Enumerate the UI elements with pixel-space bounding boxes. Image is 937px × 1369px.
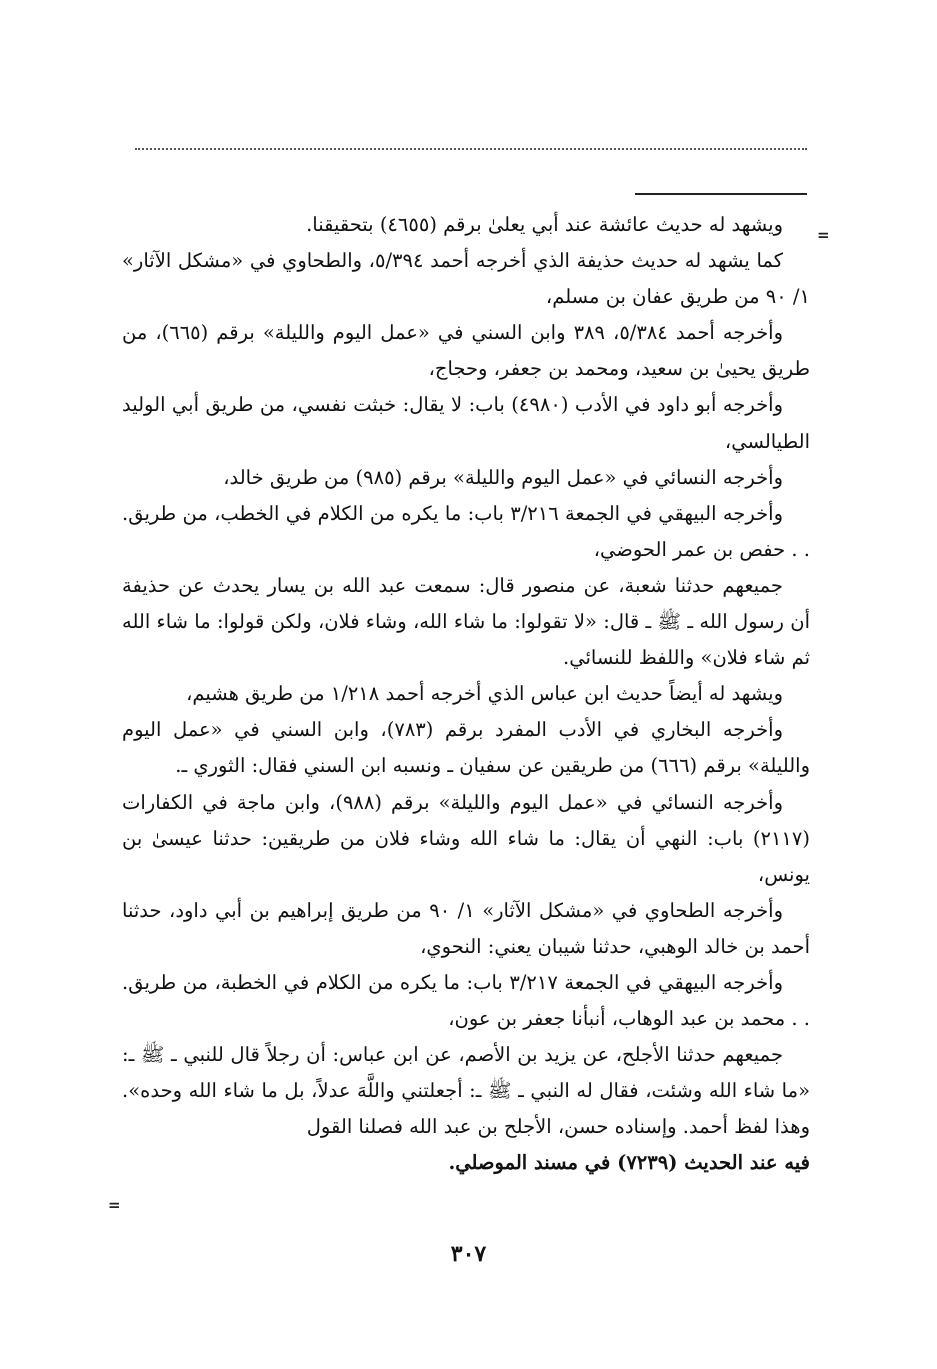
continuation-marker-bottom: =: [108, 1196, 121, 1214]
continuation-marker-top: =: [817, 226, 830, 244]
paragraph: كما يشهد له حديث حذيفة الذي أخرجه أحمد ٥/٣٩٤، والطحاوي في «مشكل الآثار» ١/ ٩٠ من طريق عفان بن مسلم،: [122, 249, 810, 309]
dotted-separator: [135, 148, 807, 150]
footnote-rule: [635, 193, 807, 195]
paragraph: جميعهم حدثنا شعبة، عن منصور قال: سمعت عبد الله بن يسار يحدث عن حذيفة أن رسول الله ـ ﷺ ـ قال: «لا تقولوا: ما شاء الله، وشاء فلان، ولكن قولوا: ما شاء الله ثم شاء فلان» واللفظ للنسائي.: [122, 573, 810, 670]
page-number: ٣٠٧: [450, 1241, 487, 1267]
footnote-text: [122, 207, 810, 1182]
paragraph: وأخرجه أبو داود في الأدب (٤٩٨٠) باب: لا يقال: خبثت نفسي، من طريق أبي الوليد الطيالسي،: [122, 393, 810, 453]
paragraph: وأخرجه النسائي في «عمل اليوم والليلة» برقم (٩٨٨)، وابن ماجة في الكفارات (٢١١٧) باب: النهي أن يقال: ما شاء الله وشاء فلان من طريقين: حدثنا عيسىٰ بن يونس،: [122, 790, 810, 886]
paragraph: ويشهد له أيضاً حديث ابن عباس الذي أخرجه أحمد ١/٢١٨ من طريق هشيم،: [186, 682, 783, 706]
bold-reference: فيه عند الحديث (٧٢٣٩) في مسند الموصلي.: [448, 1151, 810, 1175]
paragraph: وأخرجه البيهقي في الجمعة ٣/٢١٧ باب: ما يكره من الكلام في الخطبة، من طريق. . . محمد بن عبد الوهاب، أنبأنا جعفر بن عون،: [122, 970, 810, 1031]
paragraph-last-line: [122, 1145, 810, 1181]
paragraph: جميعهم حدثنا الأجلح، عن يزيد بن الأصم، عن ابن عباس: أن رجلاً قال للنبي ـ ﷺ ـ: «ما شاء الله وشئت، فقال له النبي ـ ﷺ ـ: أجعلتني واللَّهَ عدلاً، بل ما شاء الله وحده». وهذا لفظ أحمد. وإسناده حسن، الأجلح بن عبد الله فصلنا القول: [122, 1043, 810, 1139]
paragraph: وأخرجه أحمد ٥/٣٨٤، ٣٨٩ وابن السني في «عمل اليوم والليلة» برقم (٦٦٥)، من طريق يحيىٰ بن سعيد، ومحمد بن جعفر، وحجاج،: [122, 321, 810, 381]
paragraph: وأخرجه النسائي في «عمل اليوم والليلة» برقم (٩٨٥) من طريق خالد،: [223, 465, 783, 489]
paragraph: وأخرجه الطحاوي في «مشكل الآثار» ١/ ٩٠ من طريق إبراهيم بن أبي داود، حدثنا أحمد بن خالد الوهبي، حدثنا شيبان يعني: النحوي،: [122, 898, 810, 958]
paragraph: ويشهد له حديث عائشة عند أبي يعلىٰ برقم (٤٦٥٥) بتحقيقنا.: [306, 213, 783, 236]
paragraph: وأخرجه البيهقي في الجمعة ٣/٢١٦ باب: ما يكره من الكلام في الخطب، من طريق. . . حفص بن عمر الحوضي،: [122, 501, 810, 561]
paragraph: وأخرجه البخاري في الأدب المفرد برقم (٧٨٣)، وابن السني في «عمل اليوم والليلة» برقم (٦٦٦) من طريقين عن سفيان ـ ونسبه ابن السني فقال: الثوري ـ.: [122, 718, 810, 778]
